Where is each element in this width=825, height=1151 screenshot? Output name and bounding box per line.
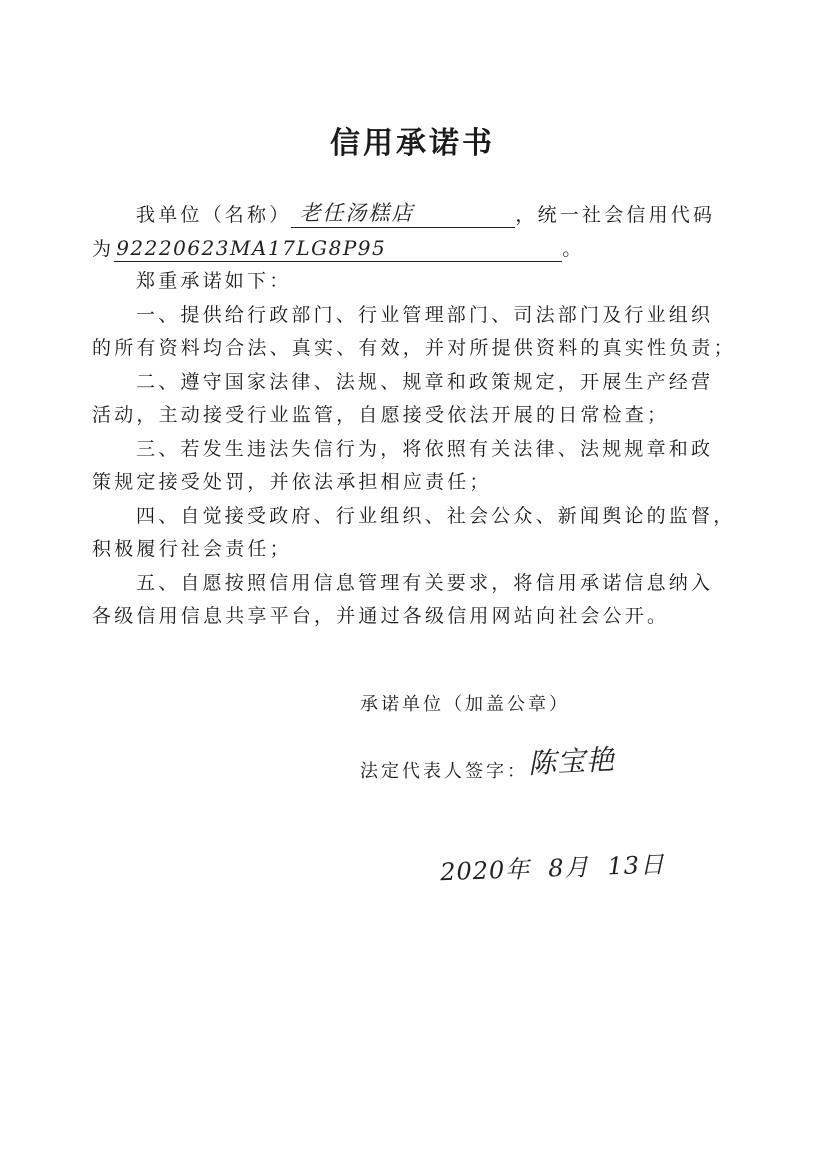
clause-3-line-1: 三、若发生违法失信行为，将依照有关法律、法规规章和政 <box>136 438 714 460</box>
clause-1-line-2: 的所有资料均合法、真实、有效，并对所提供资料的真实性负责； <box>92 337 736 359</box>
credit-code-handwritten: 92220623MA17LG8P95 <box>116 236 387 260</box>
intro-prefix: 我单位（名称） <box>136 204 292 226</box>
document-title: 信用承诺书 <box>330 126 495 161</box>
signature-label: 法定代表人签字： <box>360 761 528 782</box>
clause-2-line-2: 活动，主动接受行业监管，自愿接受依法开展的日常检查； <box>92 404 670 426</box>
date-day: 13日 <box>606 850 666 881</box>
intro-line-2 <box>92 236 584 262</box>
date-year: 2020年 <box>439 855 531 887</box>
date-month: 8月 <box>547 853 590 883</box>
legal-representative-signature: 陈宝艳 <box>527 742 616 781</box>
clause-4-line-1: 四、自觉接受政府、行业组织、社会公众、新闻舆论的监督， <box>136 505 736 527</box>
promise-lead: 郑重承诺如下： <box>136 270 292 292</box>
intro-middle: ，统一社会信用代码 <box>515 204 716 226</box>
company-name-blank <box>291 203 515 228</box>
company-name-handwritten: 老任汤糕店 <box>299 201 415 225</box>
intro-line-1 <box>136 202 715 228</box>
code-suffix: 。 <box>562 238 585 260</box>
seal-label: 承诺单位（加盖公章） <box>360 694 570 715</box>
clause-1-line-1: 一、提供给行政部门、行业管理部门、司法部门及行业组织 <box>136 304 714 326</box>
clause-3-line-2: 策规定接受处罚，并依法承担相应责任； <box>92 471 492 493</box>
clause-2-line-1: 二、遵守国家法律、法规、规章和政策规定，开展生产经营 <box>136 371 714 393</box>
handwritten-date <box>439 844 683 887</box>
credit-code-blank <box>114 237 562 262</box>
clause-4-line-2: 积极履行社会责任； <box>92 538 292 560</box>
clause-5-line-1: 五、自愿按照信用信息管理有关要求，将信用承诺信息纳入 <box>136 572 714 594</box>
clause-5-line-2: 各级信用信息共享平台，并通过各级信用网站向社会公开。 <box>92 605 670 627</box>
code-prefix: 为 <box>92 238 115 260</box>
